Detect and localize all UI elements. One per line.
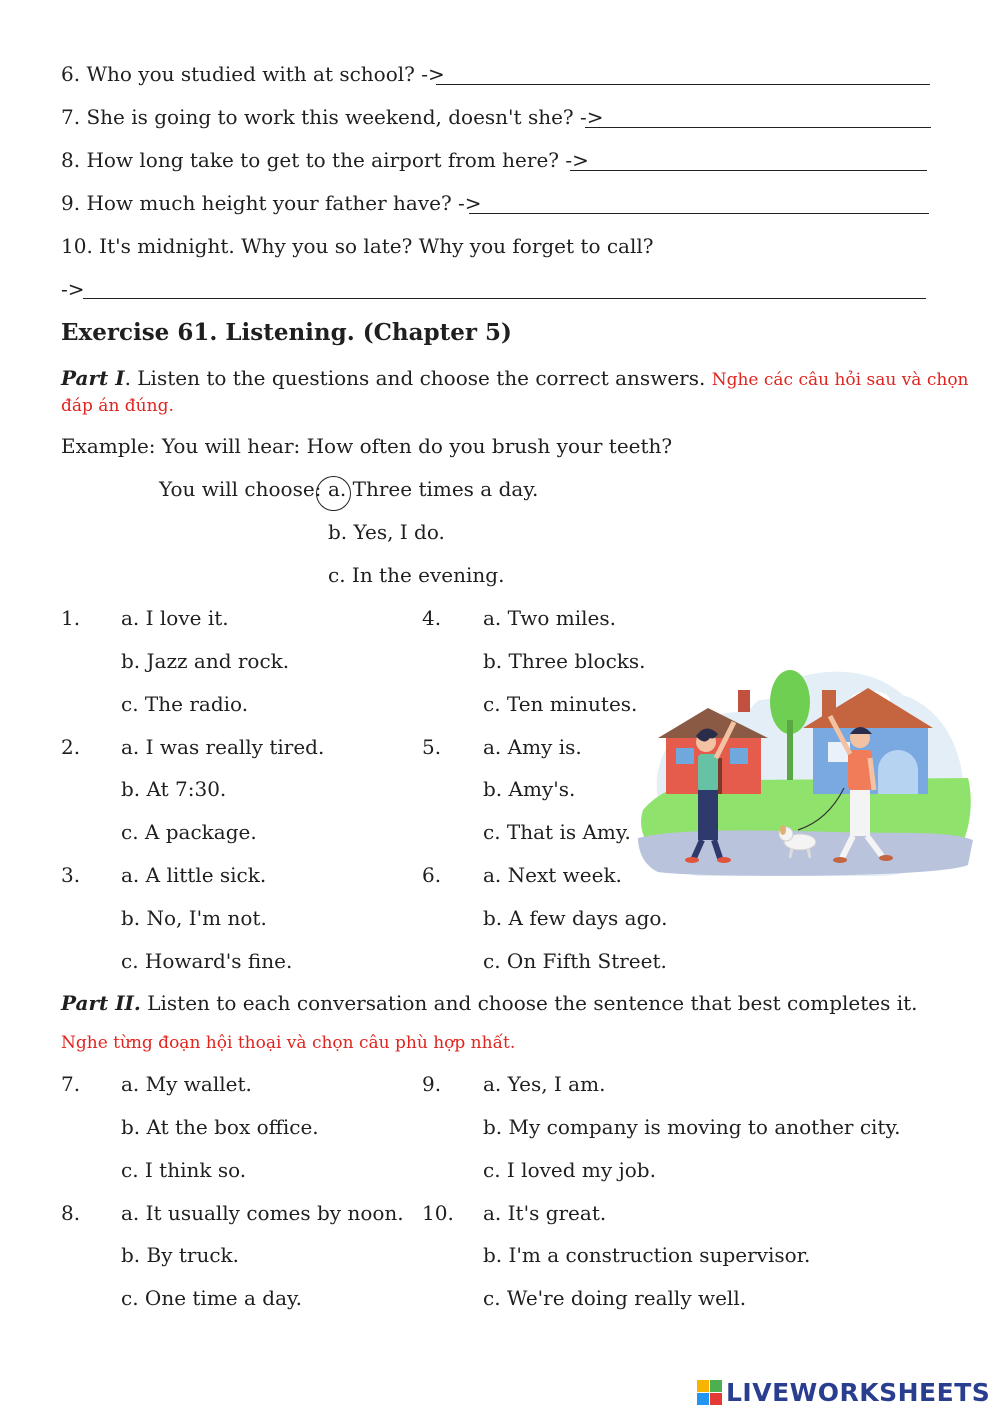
item-4-option-b[interactable]: b. Three blocks. [483,649,646,673]
exercise-title: Exercise 61. Listening. (Chapter 5) [61,319,512,346]
item-5-option-b[interactable]: b. Amy's. [483,777,576,801]
item-1-option-a[interactable]: a. I love it. [121,606,229,630]
item-6-option-a[interactable]: a. Next week. [483,863,622,887]
item-3-option-a[interactable]: a. A little sick. [121,863,267,887]
item-1-number: 1. [61,606,81,630]
item-6-option-c[interactable]: c. On Fifth Street. [483,949,667,973]
item-8-number: 8. [61,1201,81,1225]
part1-vi-line2: đáp án đúng. [61,396,174,416]
item-10-option-b[interactable]: b. I'm a construction supervisor. [483,1243,811,1267]
item-7-option-b[interactable]: b. At the box office. [121,1115,319,1139]
example-choose: You will choose: [159,477,322,501]
item-6-number: 6. [422,863,442,887]
item-3-option-b[interactable]: b. No, I'm not. [121,906,267,930]
part1-instruction [61,366,969,390]
part1-text: . Listen to the questions and choose the correct answers. [124,366,712,390]
example-line: Example: You will hear: How often do you brush your teeth? [61,434,673,458]
item-8-option-a[interactable]: a. It usually comes by noon. [121,1201,404,1225]
liveworksheets-logo[interactable] [697,1378,990,1407]
liveworksheets-text: LIVEWORKSHEETS [726,1378,991,1407]
item-1-option-c[interactable]: c. The radio. [121,692,249,716]
item-4-option-c[interactable]: c. Ten minutes. [483,692,638,716]
item-8-option-c[interactable]: c. One time a day. [121,1286,302,1310]
answer-blank-9[interactable] [469,213,929,214]
question-7: 7. She is going to work this weekend, doesn't she? -> [61,105,604,129]
item-10-option-c[interactable]: c. We're doing really well. [483,1286,747,1310]
item-1-option-b[interactable]: b. Jazz and rock. [121,649,290,673]
item-5-option-c[interactable]: c. That is Amy. [483,820,631,844]
part2-text: Listen to each conversation and choose the sentence that best completes it. [140,991,918,1015]
example-answer-circle [316,476,351,511]
item-2-number: 2. [61,735,81,759]
part1-label: Part I [61,366,125,390]
item-9-option-c[interactable]: c. I loved my job. [483,1158,656,1182]
question-9: 9. How much height your father have? -> [61,191,482,215]
item-5-number: 5. [422,735,442,759]
example-option-b: b. Yes, I do. [328,520,445,544]
answer-blank-7[interactable] [585,127,931,128]
item-8-option-b[interactable]: b. By truck. [121,1243,240,1267]
question-8: 8. How long take to get to the airport from here? -> [61,148,589,172]
item-2-option-c[interactable]: c. A package. [121,820,257,844]
item-7-number: 7. [61,1072,81,1096]
part2-vi: Nghe từng đoạn hội thoại và chọn câu phù hợp nhất. [61,1033,516,1053]
example-option-c: c. In the evening. [328,563,505,587]
item-3-option-c[interactable]: c. Howard's fine. [121,949,293,973]
item-9-option-b[interactable]: b. My company is moving to another city. [483,1115,901,1139]
item-3-number: 3. [61,863,81,887]
item-6-option-b[interactable]: b. A few days ago. [483,906,668,930]
part2-instruction [61,991,918,1015]
item-10-option-a[interactable]: a. It's great. [483,1201,607,1225]
part1-vi-line1: Nghe các câu hỏi sau và chọn [711,370,969,390]
answer-arrow-10: -> [61,277,85,301]
item-5-option-a[interactable]: a. Amy is. [483,735,582,759]
question-10: 10. It's midnight. Why you so late? Why you forget to call? [61,234,654,258]
answer-blank-8[interactable] [570,170,927,171]
answer-blank-10[interactable] [83,298,926,299]
answer-blank-6[interactable] [436,84,930,85]
part2-label: Part II. [61,991,141,1015]
question-6: 6. Who you studied with at school? -> [61,62,445,86]
item-4-number: 4. [422,606,442,630]
item-9-number: 9. [422,1072,442,1096]
item-4-option-a[interactable]: a. Two miles. [483,606,616,630]
item-2-option-a[interactable]: a. I was really tired. [121,735,325,759]
item-9-option-a[interactable]: a. Yes, I am. [483,1072,606,1096]
example-option-a: a. Three times a day. [328,477,539,501]
item-10-number: 10. [422,1201,454,1225]
item-7-option-c[interactable]: c. I think so. [121,1158,247,1182]
neighborhood-illustration [638,650,973,878]
item-2-option-b[interactable]: b. At 7:30. [121,777,227,801]
liveworksheets-icon [697,1380,723,1406]
item-7-option-a[interactable]: a. My wallet. [121,1072,252,1096]
